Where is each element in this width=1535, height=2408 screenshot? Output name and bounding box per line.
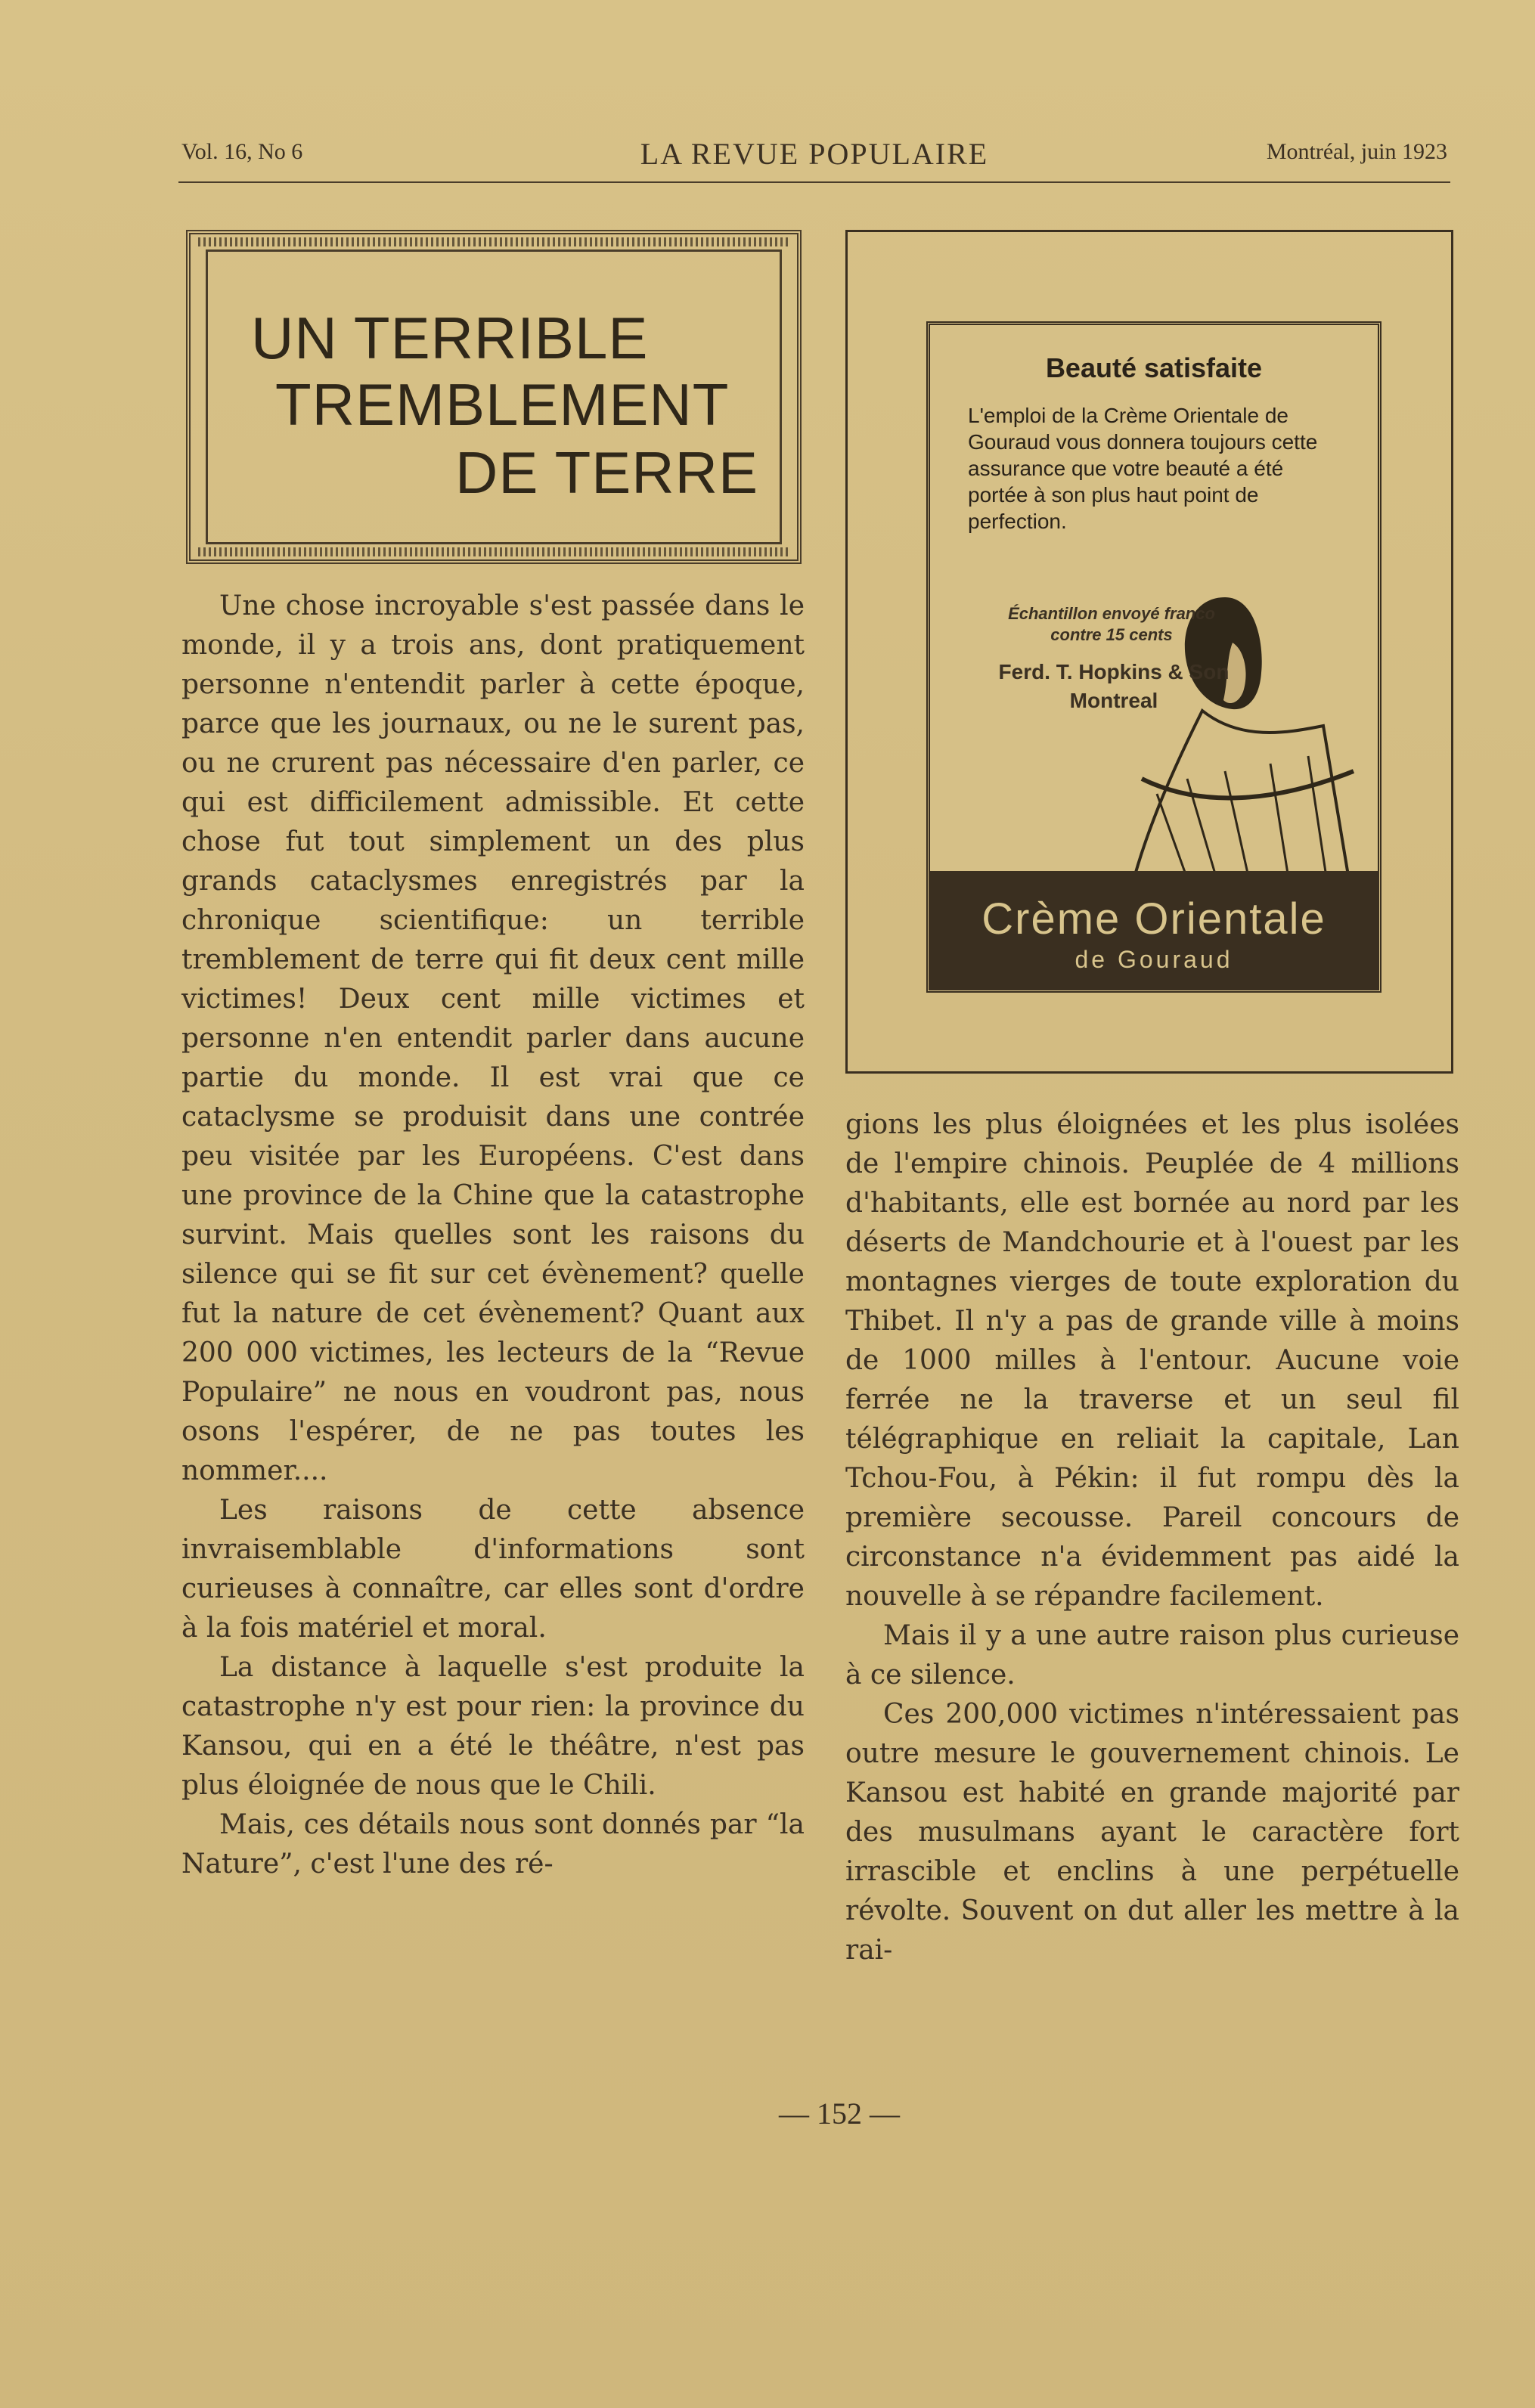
article-title-line-3: DE TERRE <box>455 439 758 506</box>
page-number: — 152 — <box>779 2097 900 2131</box>
ad-maker-name: Ferd. T. Hopkins & Son <box>998 660 1230 683</box>
page-header <box>178 133 1450 183</box>
volume-number: Vol. 16, No 6 <box>181 139 303 164</box>
ad-brand-name: Crème Orientale <box>981 894 1326 944</box>
paragraph: Ces 200,000 victimes n'intéressaient pas outre mesure le gouvernement chinois. Le Kansou est habité en grande majorité par des musulmans ayant le caractère fort irrascible et enclins à une perpétuelle révolte. Souvent on dut aller les mettre à la rai- <box>845 1699 1459 1966</box>
publication-title: LA REVUE POPULAIRE <box>640 137 989 171</box>
ad-headline: Beauté satisfaite <box>1045 352 1263 383</box>
ad-sample-line-1: Échantillon envoyé franco <box>1008 604 1215 623</box>
ad-sample-offer <box>975 603 1248 646</box>
ad-sample-line-2: contre 15 cents <box>1050 625 1173 644</box>
advertisement <box>845 230 1453 1074</box>
article-right-column <box>845 1105 1459 1970</box>
paragraph: La distance à laquelle s'est produite la catastrophe n'y est pour rien: la province du Kansou, qui en a été le théâtre, n'est pas plus éloignée de nous que le Chili. <box>181 1652 805 1801</box>
frame-ornament-bottom <box>198 547 789 556</box>
article-title-line-1: UN TERRIBLE <box>251 305 649 371</box>
ad-maker-city: Montreal <box>1069 689 1158 712</box>
ad-brand-subtitle: de Gouraud <box>1074 946 1233 973</box>
article-left-column <box>181 587 805 1884</box>
ad-brand-banner <box>930 871 1378 989</box>
frame-ornament-top <box>198 237 789 246</box>
paragraph: Une chose incroyable s'est passée dans le monde, il y a trois ans, dont pratiquement personne n'entendit parler à cette époque, parce que les journaux, ou ne le surent pas, ou ne crurent pas nécessaire d'en parler, ce qui est difficilement admissible. Et cette chose fut tout simplement un des plus grands cataclysmes enregistrés par la chronique scientifique: un terrible tremblement de terre qui fit deux cent mille victimes! Deux cent mille victimes et personne n'en entendit parler dans aucune partie du monde. Il est vrai que ce cataclysme se produisit dans une contrée peu visitée par les Européens. C'est dans une province de la Chine que la catastrophe survint. Mais quelles sont les raisons du silence qui se fit sur cet évènement? quelle fut la nature de cet évènement? Quant aux 200 000 victimes, les lecteurs de la “Revue Populaire” ne nous en voudront pas, nous osons l'espérer, de ne pas toutes les nommer.... <box>181 590 805 1486</box>
paragraph: Mais il y a une autre raison plus curieuse à ce silence. <box>845 1620 1459 1691</box>
paragraph: Les raisons de cette absence invraisemblable d'informations sont curieuses à connaître, car elles sont d'ordre à la fois matériel et moral. <box>181 1495 805 1644</box>
paragraph: Mais, ces détails nous sont donnés par “la Nature”, c'est l'une des ré- <box>181 1809 805 1880</box>
paragraph: gions les plus éloignées et les plus isolées de l'empire chinois. Peuplée de 4 millions d'habitants, elle est bornée au nord par les déserts de Mandchourie et à l'ouest par les montagnes vierges de toute exploration du Thibet. Il n'y a pas de grande ville à moins de 1000 milles à l'entour. Aucune voie ferrée ne la traverse et un seul fil télégraphique en reliait la capitale, Lan Tchou-Fou, à Pékin: il fut rompu dès la première secousse. Pareil concours de circonstance n'a évidemment pas aidé la nouvelle à se répandre facilement. <box>845 1109 1459 1612</box>
ad-card <box>926 321 1382 993</box>
ad-maker <box>974 658 1254 715</box>
article-title-line-2: TREMBLEMENT <box>275 371 730 438</box>
issue-date: Montréal, juin 1923 <box>1266 139 1447 164</box>
article-title-frame <box>186 230 802 564</box>
ad-body: L'emploi de la Crème Orientale de Gouraud vous donnera toujours cette assurance que votre beauté a été portée à son plus haut point de perfection. <box>968 404 1318 533</box>
